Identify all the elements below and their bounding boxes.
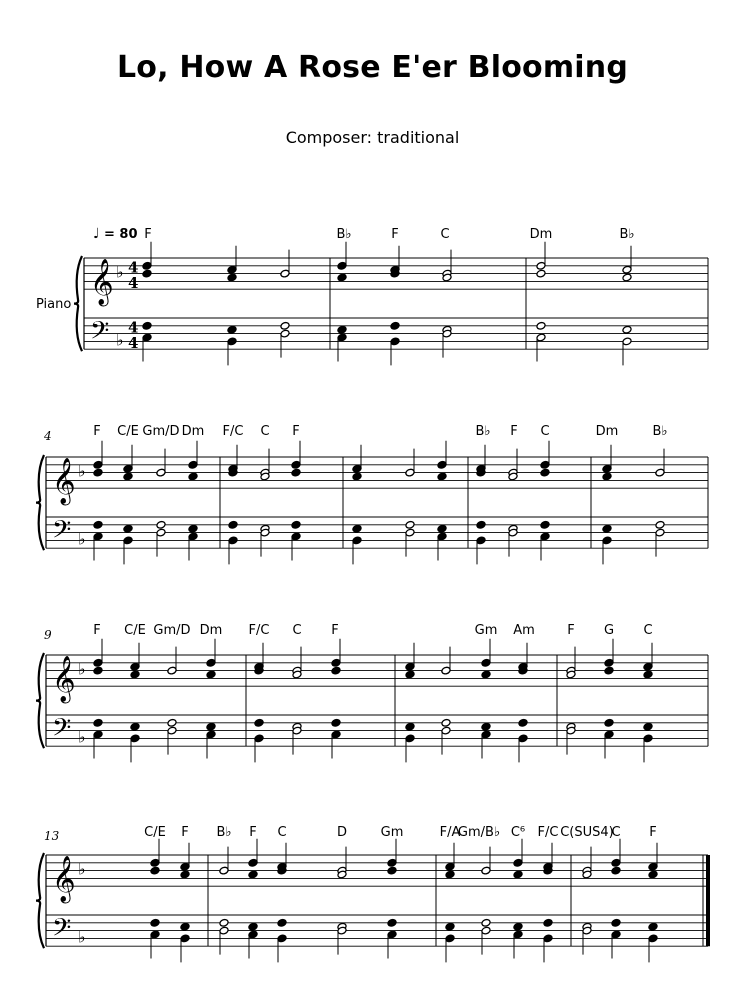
instrument-label: Piano [36,297,72,312]
bass-notehead [180,922,190,931]
chord-symbol: Dm [529,227,553,242]
bass-notehead [188,524,198,533]
chord-symbol: C [277,825,287,840]
bass-clef-icon: 𝄢 [52,913,72,949]
chord-symbol: Gm [474,623,498,638]
bass-notehead [206,722,216,731]
treble-notehead [227,273,237,282]
treble-notehead [142,269,152,278]
treble-notehead [93,666,103,675]
treble-notehead [643,670,653,679]
chord-symbol: F [93,424,101,439]
chord-symbol: B♭ [216,825,232,840]
bass-notehead [604,718,614,727]
chord-symbol: C(SUS4) [560,825,614,840]
treble-notehead [130,670,140,679]
bass-notehead [643,722,653,731]
treble-notehead [352,472,362,481]
bass-notehead [513,922,523,931]
treble-notehead [206,670,216,679]
flat-key-signature-icon: ♭ [116,330,124,350]
bass-clef-icon: 𝄢 [90,316,110,352]
chord-symbol: C [260,424,270,439]
flat-key-signature-icon: ♭ [116,262,124,282]
bass-notehead [655,520,665,529]
bass-notehead [441,718,451,727]
piano-brace [36,853,44,948]
chord-symbol: G [603,623,615,638]
treble-notehead [445,870,455,879]
chord-symbol: F/A [439,825,461,840]
staff-system-2 [36,441,708,565]
treble-clef-icon: 𝄞 [52,656,76,703]
bass-notehead [622,325,632,334]
bass-notehead [248,922,258,931]
chord-symbol: F/C [537,825,559,840]
bass-notehead [481,722,491,731]
flat-key-signature-icon: ♭ [78,529,86,549]
measure-number: 4 [44,429,52,443]
chord-symbol: F [510,424,518,439]
bass-notehead [405,520,415,529]
bass-notehead [228,520,238,529]
measure-number: 9 [44,628,52,642]
bass-notehead [254,718,264,727]
chord-symbol: F [391,227,399,242]
bass-notehead [387,918,397,927]
bass-notehead [331,718,341,727]
treble-notehead [248,870,258,879]
chord-symbol: C [440,227,450,242]
tempo-marking: = 80 [104,227,138,242]
chord-symbol: C [643,623,653,638]
staff-system-1 [74,242,708,366]
piano-brace [36,455,44,550]
bass-notehead [437,524,447,533]
chord-symbol: C [540,424,550,439]
chord-symbol: B♭ [475,424,491,439]
bass-notehead [481,918,491,927]
bass-notehead [156,520,166,529]
chord-symbol: F [93,623,101,638]
treble-notehead [93,468,103,477]
bass-notehead [150,918,160,927]
treble-clef-icon: 𝄞 [52,458,76,505]
chord-symbol: F [567,623,575,638]
chord-symbol: D [336,825,348,840]
bass-notehead [445,922,455,931]
chord-symbol: C/E [117,424,139,439]
treble-notehead [513,870,523,879]
chord-symbol: F [331,623,339,638]
bass-notehead [277,918,287,927]
bass-notehead [540,520,550,529]
flat-key-signature-icon: ♭ [78,859,86,879]
flat-key-signature-icon: ♭ [78,727,86,747]
chord-symbol: F [292,424,300,439]
quarter-note-icon: ♩ [93,226,100,242]
bass-notehead [648,922,658,931]
bass-notehead [602,524,612,533]
measure-number: 13 [44,829,60,843]
bass-notehead [476,520,486,529]
chord-symbol: B♭ [619,227,635,242]
chord-symbol: Gm/D [142,424,180,439]
treble-notehead [188,472,198,481]
treble-notehead [611,866,621,875]
treble-notehead [150,866,160,875]
bass-notehead [291,520,301,529]
bass-notehead [167,718,177,727]
chord-symbol: F [649,825,657,840]
treble-notehead [540,468,550,477]
bass-notehead [123,524,133,533]
bass-notehead [611,918,621,927]
flat-key-signature-icon: ♭ [78,461,86,481]
time-signature-top: 4 [128,258,139,277]
bass-notehead [130,722,140,731]
bass-notehead [390,321,400,330]
piano-brace [36,653,44,748]
time-signature-bottom: 4 [128,274,139,293]
chord-symbol: C [611,825,621,840]
bass-notehead [543,918,553,927]
treble-notehead [180,870,190,879]
bass-notehead [219,918,229,927]
chord-symbol: Am [513,623,535,638]
chord-symbol: Gm/B♭ [457,825,501,840]
staff-system-4 [36,839,708,963]
staff-system-3 [36,639,708,763]
chord-symbol: B♭ [652,424,668,439]
chord-symbol: F/C [222,424,244,439]
treble-notehead [387,866,397,875]
treble-notehead [602,472,612,481]
chord-symbol: F [249,825,257,840]
treble-notehead [536,269,546,278]
chord-symbol: Dm [181,424,205,439]
treble-notehead [648,870,658,879]
chord-symbol: C/E [124,623,146,638]
chord-symbol: F/C [248,623,270,638]
treble-notehead [337,273,347,282]
treble-notehead [291,468,301,477]
bass-clef-icon: 𝄢 [52,713,72,749]
flat-key-signature-icon: ♭ [78,927,86,947]
bass-notehead [142,321,152,330]
bass-notehead [352,524,362,533]
bass-notehead [518,718,528,727]
page-title: Lo, How A Rose E'er Blooming [116,50,629,85]
treble-clef-icon: 𝄞 [90,259,114,306]
bass-clef-icon: 𝄢 [52,515,72,551]
chord-symbol: Dm [595,424,619,439]
treble-notehead [622,273,632,282]
treble-clef-icon: 𝄞 [52,856,76,903]
treble-notehead [437,472,447,481]
chord-symbol: Gm/D [153,623,191,638]
time-signature-bottom: 4 [128,334,139,353]
composer-credit: Composer: traditional [285,128,460,147]
treble-notehead [604,666,614,675]
bass-notehead [337,325,347,334]
chord-symbol: C [292,623,302,638]
bass-notehead [280,321,290,330]
chord-symbol: C⁶ [510,825,526,840]
time-signature-top: 4 [128,318,139,337]
treble-notehead [481,670,491,679]
chord-symbol: Dm [199,623,223,638]
bass-notehead [93,520,103,529]
chord-symbol: Gm [380,825,404,840]
treble-notehead [123,472,133,481]
flat-key-signature-icon: ♭ [78,659,86,679]
treble-notehead [405,670,415,679]
chord-symbol: C/E [144,825,166,840]
bass-notehead [536,321,546,330]
treble-notehead [331,666,341,675]
bass-notehead [93,718,103,727]
chord-symbol: F [144,227,152,242]
piano-brace [74,256,82,351]
bass-notehead [227,325,237,334]
bass-notehead [405,722,415,731]
chord-symbol: B♭ [336,227,352,242]
chord-symbol: F [181,825,189,840]
